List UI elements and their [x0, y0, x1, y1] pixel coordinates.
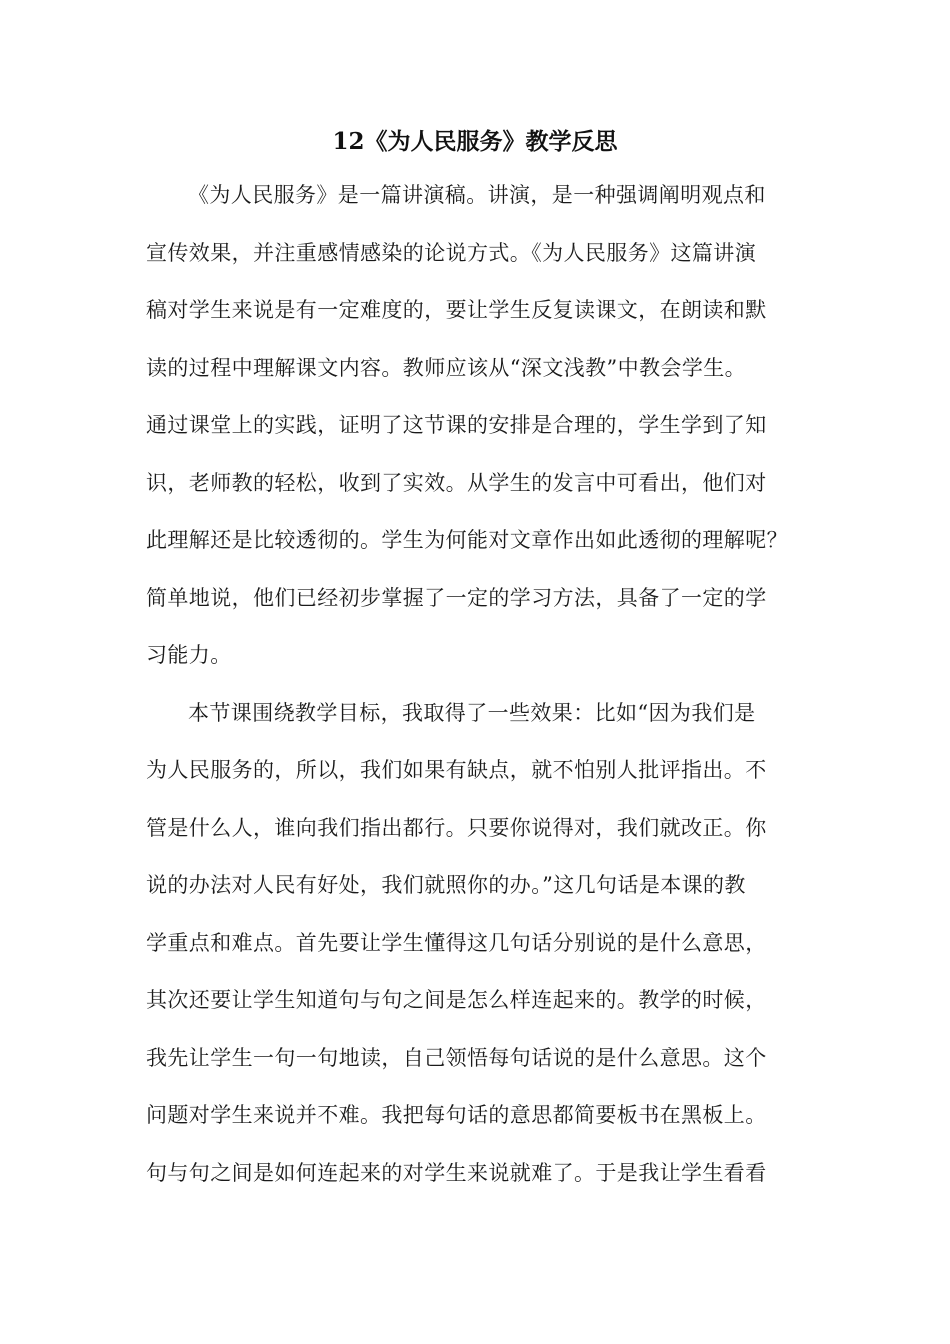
document-title: 12《为人民服务》教学反思 [332, 128, 618, 155]
text-line: 句与句之间是如何连起来的对学生来说就难了。于是我让学生看看 [146, 1160, 767, 1185]
text-line: 《为人民服务》是一篇讲演稿。讲演，是一种强调阐明观点和 [188, 183, 766, 207]
text-line: 问题对学生来说并不难。我把每句话的意思都简要板书在黑板上。 [146, 1103, 767, 1127]
text-line: 识，老师教的轻松，收到了实效。从学生的发言中可看出，他们对 [146, 470, 767, 495]
text-line: 读的过程中理解课文内容。教师应该从“深文浅教”中教会学生。 [146, 355, 747, 380]
paragraph [146, 685, 801, 1203]
text-line: 学重点和难点。首先要让学生懂得这几句话分别说的是什么意思， [146, 930, 767, 955]
text-line: 我先让学生一句一句地读，自己领悟每句话说的是什么意思。这个 [146, 1045, 767, 1070]
text-line: 通过课堂上的实践，证明了这节课的安排是合理的，学生学到了知 [146, 413, 767, 437]
document-body [146, 167, 801, 1202]
text-line: 稿对学生来说是有一定难度的，要让学生反复读课文，在朗读和默 [146, 298, 767, 322]
text-line: 管是什么人，谁向我们指出都行。只要你说得对，我们就改正。你 [146, 815, 767, 840]
paragraph [146, 167, 801, 685]
text-line: 本节课围绕教学目标，我取得了一些效果：比如“因为我们是 [188, 700, 756, 725]
text-line: 此理解还是比较透彻的。学生为何能对文章作出如此透彻的理解呢？ [146, 528, 788, 552]
text-line: 其次还要让学生知道句与句之间是怎么样连起来的。教学的时候， [146, 988, 767, 1012]
text-line: 说的办法对人民有好处，我们就照你的办。”这几句话是本课的教 [146, 873, 746, 897]
text-line: 习能力。 [146, 643, 232, 667]
text-line: 宣传效果，并注重感情感染的论说方式。《为人民服务》这篇讲演 [146, 240, 757, 265]
text-line: 简单地说，他们已经初步掌握了一定的学习方法，具备了一定的学 [146, 585, 767, 610]
text-line: 为人民服务的，所以，我们如果有缺点，就不怕别人批评指出。不 [146, 758, 767, 782]
